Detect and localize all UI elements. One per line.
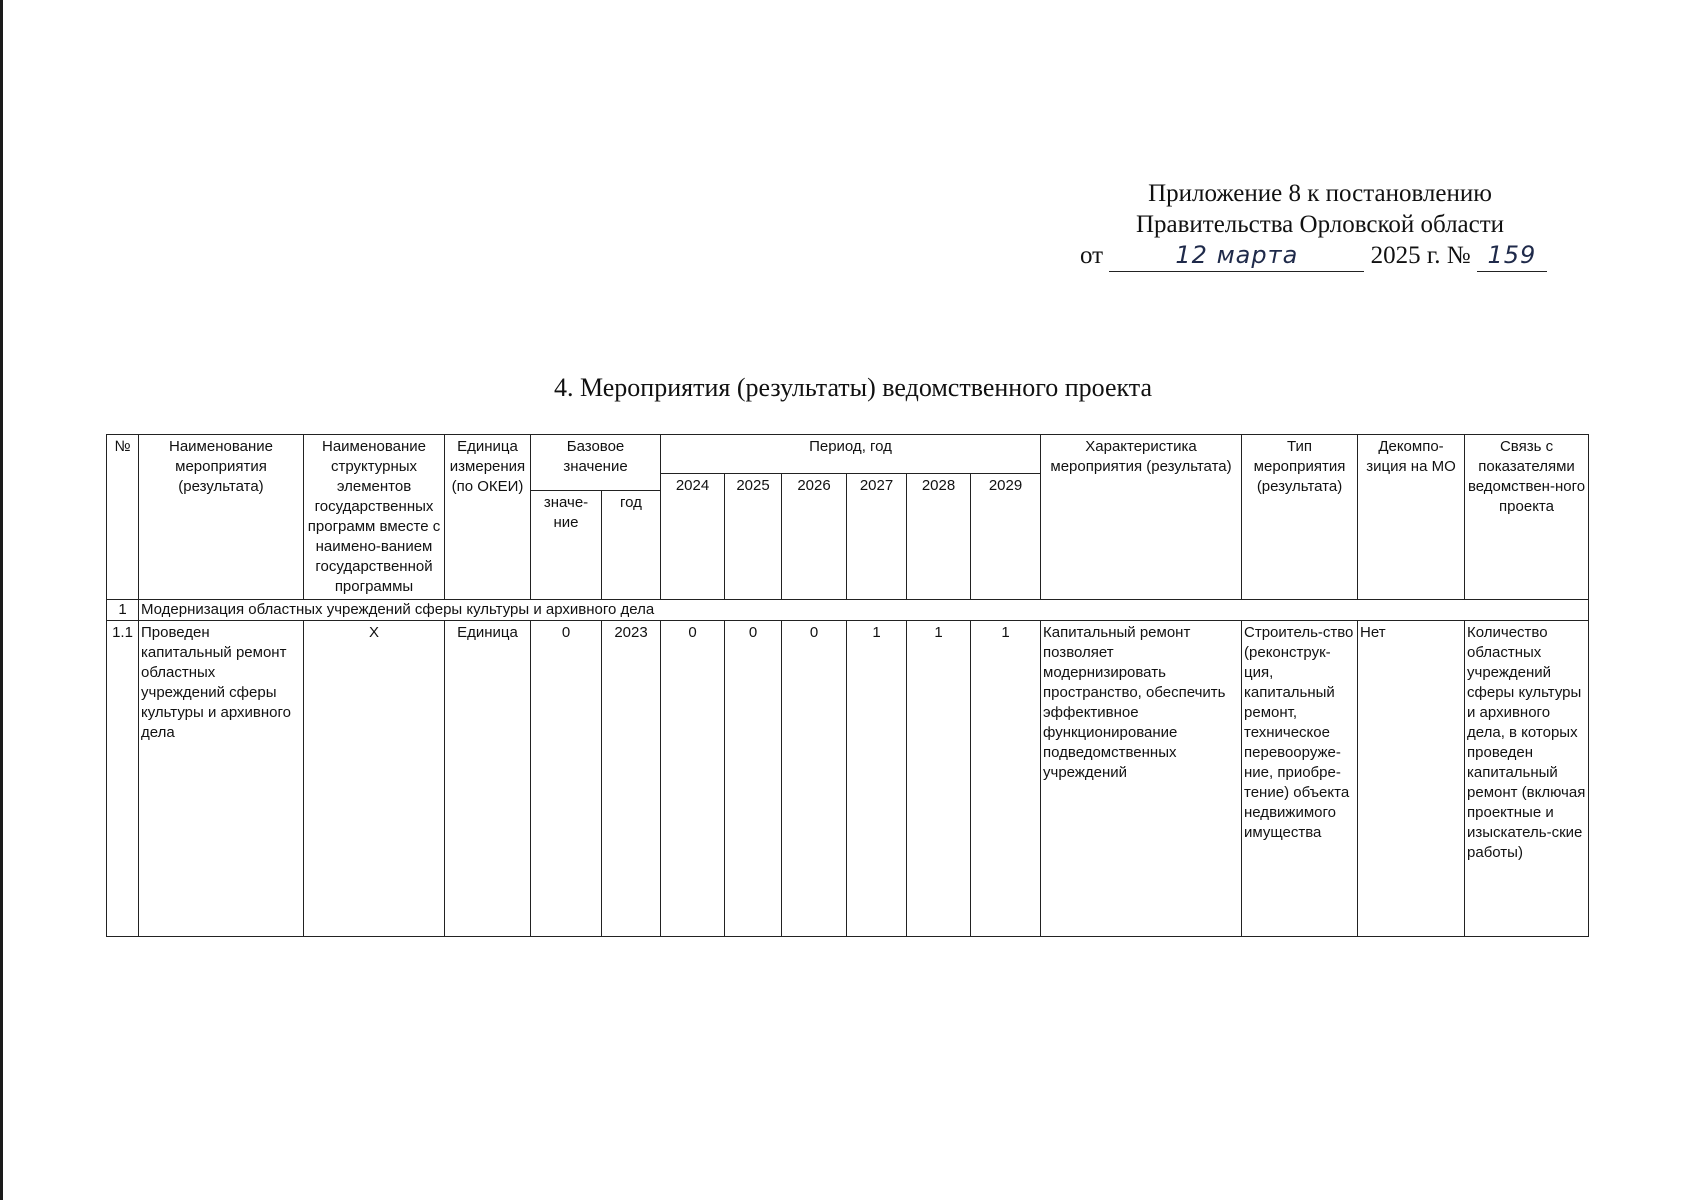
row-base-value: 0 xyxy=(531,621,602,937)
number-blank xyxy=(1477,240,1547,272)
row-structural: X xyxy=(304,621,445,937)
header-base: Базовое значение xyxy=(531,435,661,491)
header-decomposition: Декомпо-зиция на МО xyxy=(1358,435,1465,600)
row-characteristic: Капитальный ремонт позволяет модернизировать пространство, обеспечить эффективное функционирование подведомственных учреждений xyxy=(1041,621,1242,937)
header-period: Период, год xyxy=(661,435,1041,474)
header-year-2027: 2027 xyxy=(847,474,907,600)
header-unit: Единица измерения (по ОКЕИ) xyxy=(445,435,531,600)
header-structural: Наименование структурных элементов государственных программ вместе с наимено-ванием государственной программы xyxy=(304,435,445,600)
header-link: Связь с показателями ведомствен-ного проекта xyxy=(1465,435,1589,600)
handwritten-date: 12 марта xyxy=(1175,241,1299,269)
appendix-line-2: Правительства Орловской области xyxy=(1135,211,1505,238)
appendix-header xyxy=(1060,178,1580,272)
appendix-date-line xyxy=(1060,240,1580,272)
header-year-2024: 2024 xyxy=(661,474,725,600)
header-year-2025: 2025 xyxy=(725,474,782,600)
row-base-year: 2023 xyxy=(602,621,661,937)
header-name: Наименование мероприятия (результата) xyxy=(139,435,304,600)
handwritten-number: 159 xyxy=(1487,241,1537,269)
row-value-2028: 1 xyxy=(907,621,971,937)
row-type: Строитель-ство (реконструк-ция, капитальный ремонт, техническое перевооруже-ние, приобре-тение) объекта недвижимого имущества xyxy=(1242,621,1358,937)
header-year-2028: 2028 xyxy=(907,474,971,600)
row-unit: Единица xyxy=(445,621,531,937)
row-value-2025: 0 xyxy=(725,621,782,937)
scan-edge-line xyxy=(0,0,3,1200)
year-number-label: 2025 г. № xyxy=(1370,242,1471,269)
table-row xyxy=(107,621,1589,937)
date-blank xyxy=(1109,240,1364,272)
header-base-year: год xyxy=(602,491,661,600)
row-name: Проведен капитальный ремонт областных учреждений сферы культуры и архивного дела xyxy=(139,621,304,937)
measures-table xyxy=(106,434,1589,937)
document-title: 4. Мероприятия (результаты) ведомственного проекта xyxy=(553,373,1152,402)
header-base-value: значе-ние xyxy=(531,491,602,600)
table-header-row xyxy=(107,435,1589,474)
section-title: Модернизация областных учреждений сферы культуры и архивного дела xyxy=(139,600,1589,621)
header-type: Тип мероприятия (результата) xyxy=(1242,435,1358,600)
section-num: 1 xyxy=(107,600,139,621)
header-year-2026: 2026 xyxy=(782,474,847,600)
header-characteristic: Характеристика мероприятия (результата) xyxy=(1041,435,1242,600)
row-link: Количество областных учреждений сферы культуры и архивного дела, в которых проведен капитальный ремонт (включая проектные и изыскатель-ские работы) xyxy=(1465,621,1589,937)
row-decomposition: Нет xyxy=(1358,621,1465,937)
row-value-2027: 1 xyxy=(847,621,907,937)
row-value-2024: 0 xyxy=(661,621,725,937)
row-value-2029: 1 xyxy=(971,621,1041,937)
header-year-2029: 2029 xyxy=(971,474,1041,600)
appendix-line-1: Приложение 8 к постановлению xyxy=(1148,180,1492,207)
date-prefix: от xyxy=(1080,242,1104,269)
row-value-2026: 0 xyxy=(782,621,847,937)
section-row xyxy=(107,600,1589,621)
header-num: № xyxy=(107,435,139,600)
row-num: 1.1 xyxy=(107,621,139,937)
